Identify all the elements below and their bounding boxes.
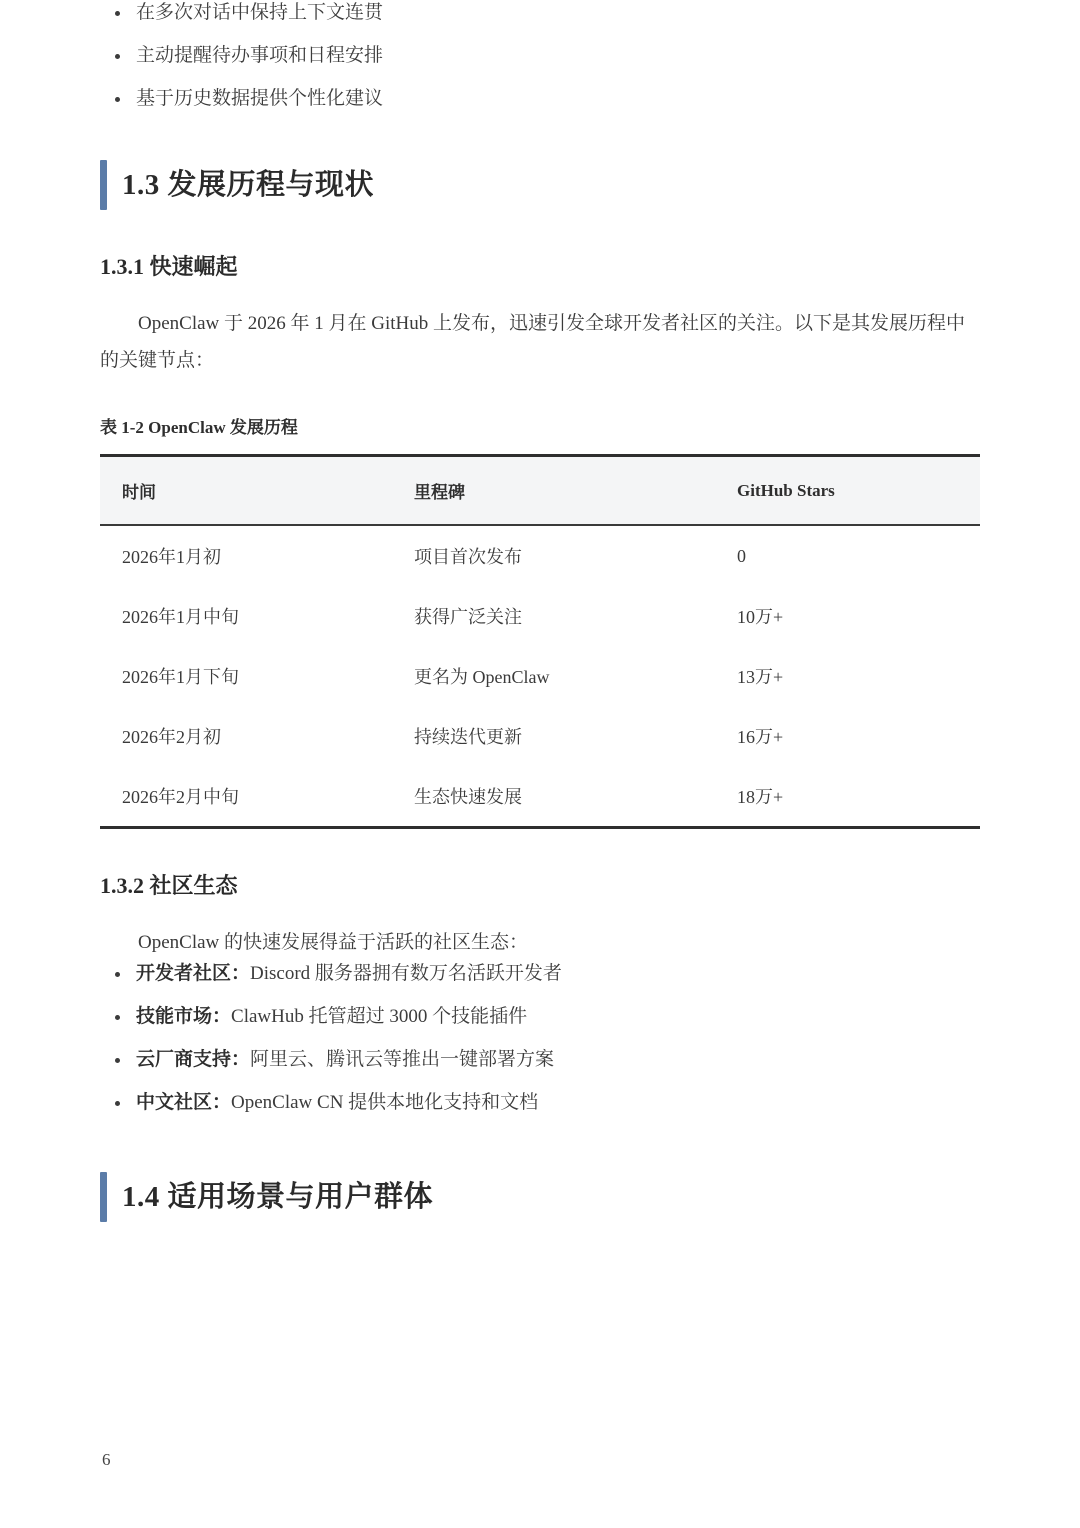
heading-accent-bar [100,1172,107,1222]
list-item [132,1090,980,1116]
cell-time: 2026年1月中旬 [122,607,239,627]
bullet-text: OpenClaw CN 提供本地化支持和文档 [231,1092,539,1113]
cell-milestone: 项目首次发布 [414,547,522,567]
cell-stars: 18万+ [737,787,784,807]
table-row [100,586,980,646]
paragraph-rise: OpenClaw 于 2026 年 1 月在 GitHub 上发布，迅速引发全球开发者社区的关注。以下是其发展历程中的关键节点： [100,313,966,371]
cell-time: 2026年1月下旬 [122,667,239,687]
bullet-label: 中文社区： [136,1092,232,1113]
paragraph-community: OpenClaw 的快速发展得益于活跃的社区生态： [138,932,529,953]
section-heading-1-4 [100,1172,980,1222]
cell-stars: 16万+ [737,727,784,747]
table-body [100,525,980,828]
cell-time: 2026年2月初 [122,727,221,747]
table-row [100,646,980,706]
table-row [100,525,980,586]
section-title: 1.3 发展历程与现状 [122,169,375,201]
table-header-row [100,456,980,526]
cell-milestone: 更名为 OpenClaw [414,667,550,687]
cell-milestone: 生态快速发展 [414,787,522,807]
table-caption: 表 1-2 OpenClaw 发展历程 [100,418,298,437]
section-title: 1.4 适用场景与用户群体 [122,1181,434,1213]
bullet-text: ClawHub 托管超过 3000 个技能插件 [231,1006,528,1027]
subsection-heading-1-3-1: 1.3.1 快速崛起 [100,254,238,279]
list-item [132,961,980,987]
bullet-text: 阿里云、腾讯云等推出一键部署方案 [250,1049,555,1070]
list-item: • 基于历史数据提供个性化建议 [132,86,980,112]
cell-time: 2026年1月初 [122,547,221,567]
list-item: • 在多次对话中保持上下文连贯 [132,0,980,26]
bullet-label: 技能市场： [136,1006,232,1027]
table-row [100,706,980,766]
cell-milestone: 获得广泛关注 [414,607,522,627]
list-item [132,1047,980,1073]
table-row [100,766,980,828]
milestone-table [100,454,980,829]
community-bullet-list [100,961,980,1116]
cell-time: 2026年2月中旬 [122,787,239,807]
list-item: • 主动提醒待办事项和日程安排 [132,43,980,69]
list-item [132,1004,980,1030]
intro-bullet-list [100,0,980,112]
section-heading-1-3 [100,160,980,210]
bullet-label: 云厂商支持： [136,1049,251,1070]
cell-milestone: 持续迭代更新 [414,727,522,747]
heading-accent-bar [100,160,107,210]
cell-stars: 10万+ [737,607,784,627]
column-header-milestone: 里程碑 [392,456,715,526]
bullet-text: Discord 服务器拥有数万名活跃开发者 [250,963,562,984]
table-header [100,456,980,526]
page-number: 6 [102,1450,111,1469]
column-header-stars: GitHub Stars [715,456,980,526]
bullet-label: 开发者社区： [136,963,251,984]
column-header-time: 时间 [100,456,392,526]
cell-stars: 0 [737,545,746,566]
cell-stars: 13万+ [737,667,784,687]
subsection-heading-1-3-2: 1.3.2 社区生态 [100,873,238,898]
